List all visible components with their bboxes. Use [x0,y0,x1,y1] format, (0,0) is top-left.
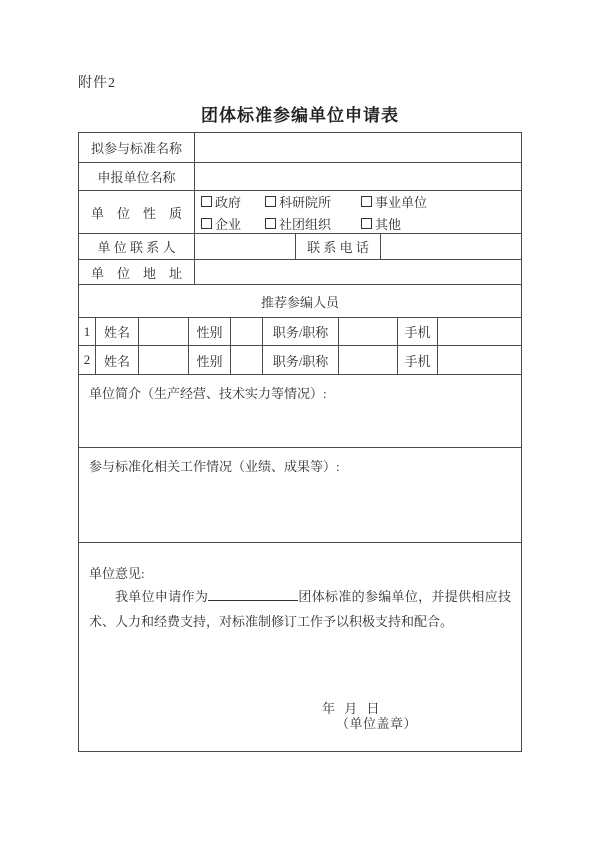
person-mobile-input-cell[interactable] [438,346,521,374]
person-number: 2 [79,346,96,374]
unit-name-input-cell[interactable] [195,163,521,190]
option-public-institution [361,192,521,211]
person-title-input-cell[interactable] [339,318,398,345]
address-label: 单 位 地 址 [79,260,195,284]
checkbox-enterprise-icon[interactable] [201,218,212,229]
standardization-work-section[interactable] [79,448,521,542]
checkbox-label: 企业 [215,216,242,232]
person-gender-label: 性别 [189,318,231,345]
unit-profile-section[interactable] [79,375,521,447]
person-name-label: 姓名 [96,346,139,374]
row-address [79,260,521,285]
person-title-input-cell[interactable] [339,346,398,374]
unit-nature-label: 单 位 性 质 [79,191,195,233]
option-social-organization [265,214,361,233]
checkbox-label: 事业单位 [375,194,428,210]
personnel-row-1 [79,318,521,346]
row-standard-name [79,133,521,163]
date-line: 年 月 日 [322,701,383,716]
option-other [361,214,521,233]
signature-block [322,701,417,731]
checkbox-label: 其他 [375,216,402,232]
option-enterprise [201,214,265,233]
person-mobile-label: 手机 [398,346,438,374]
row-standardization-work [79,448,521,543]
checkbox-social-organization-icon[interactable] [265,218,276,229]
row-personnel-header [79,285,521,318]
row-unit-nature [79,191,521,234]
standardization-work-label: 参与标准化相关工作情况（业绩、成果等）: [89,459,340,474]
checkbox-label: 政府 [215,194,242,210]
page-title: 团体标准参编单位申请表 [201,106,399,125]
unit-opinion-section [79,543,521,753]
person-name-label: 姓名 [96,318,139,345]
row-unit-name [79,163,521,191]
personnel-row-2 [79,346,521,375]
checkbox-other-icon[interactable] [361,218,372,229]
opinion-text-before: 我单位申请作为 [115,589,209,604]
person-gender-input-cell[interactable] [231,318,263,345]
checkbox-research-institute-icon[interactable] [265,196,276,207]
opinion-text-after: 团体标准的参编单位，并提供相应技术、人力和经费支持，对标准制修订工作予以积极支持和配合。 [89,589,511,629]
opinion-statement [89,584,511,634]
seal-label: （单位盖章） [336,716,418,731]
person-name-input-cell[interactable] [139,346,189,374]
checkbox-label: 科研院所 [279,194,332,210]
option-government [201,192,265,211]
address-input-cell[interactable] [195,260,521,284]
unit-opinion-label: 单位意见: [89,566,145,581]
checkbox-public-institution-icon[interactable] [361,196,372,207]
person-number: 1 [79,318,96,345]
personnel-header: 推荐参编人员 [260,294,339,310]
checkbox-label: 社团组织 [279,216,332,232]
contact-input-cell[interactable] [195,234,296,259]
row-contact [79,234,521,260]
attachment-label: 附件2 [78,76,116,91]
person-gender-input-cell[interactable] [231,346,263,374]
person-title-label: 职务/职称 [263,318,339,345]
standard-name-fill-line[interactable] [208,587,298,601]
contact-label: 单 位 联 系 人 [79,234,195,259]
application-form-table [78,132,522,752]
standard-name-label: 拟参与标准名称 [79,133,195,162]
row-unit-opinion [79,543,521,753]
person-mobile-input-cell[interactable] [438,318,521,345]
checkbox-government-icon[interactable] [201,196,212,207]
phone-input-cell[interactable] [381,234,521,259]
unit-name-label: 申报单位名称 [79,163,195,190]
unit-profile-label: 单位简介（生产经营、技术实力等情况）: [89,386,327,401]
phone-label: 联 系 电 话 [296,234,381,259]
unit-nature-options [195,192,521,233]
person-name-input-cell[interactable] [139,318,189,345]
standard-name-input-cell[interactable] [195,133,521,162]
person-gender-label: 性别 [189,346,231,374]
option-research-institute [265,192,361,211]
person-title-label: 职务/职称 [263,346,339,374]
row-unit-profile [79,375,521,448]
person-mobile-label: 手机 [398,318,438,345]
